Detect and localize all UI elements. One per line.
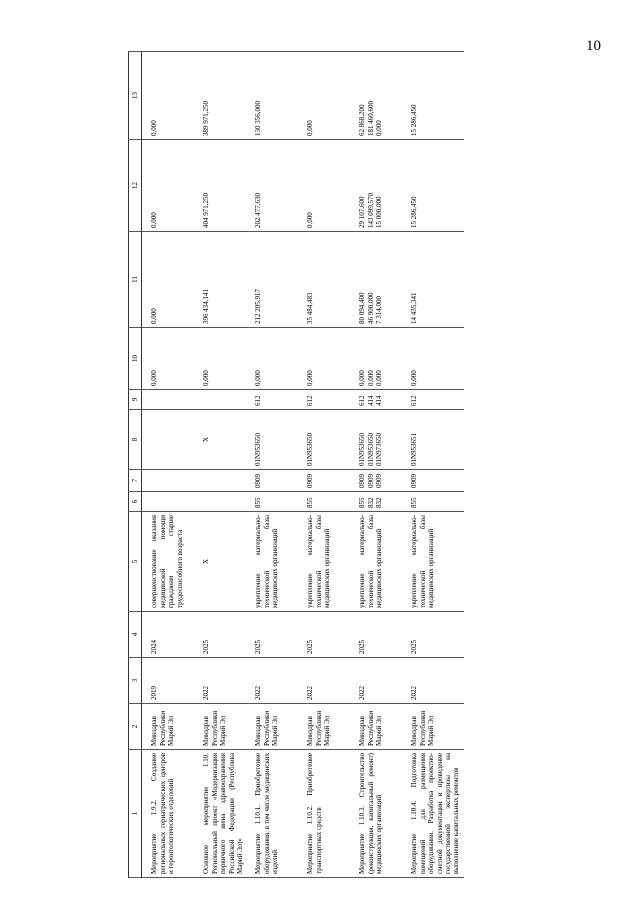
cell-target-article [303, 410, 355, 470]
cell-activity: Мероприятие 1.10.3. Строительство (реконструкция, капитальный ремонт) медицинских организаций [355, 750, 407, 878]
cell-line: 7 314,000 [375, 296, 384, 324]
cell-line: 29 107,600 [358, 196, 367, 228]
cell-grbs [142, 492, 200, 512]
cell-line: 15 286,450 [410, 104, 419, 136]
col-header-1: 1 [129, 750, 142, 878]
cell-result: укрепление материально-технической базы медицинских организаций [407, 512, 463, 612]
cell-amount-2023 [199, 232, 251, 328]
cell-line: 62 868,200 [358, 104, 367, 136]
cell-amount-2023 [251, 232, 303, 328]
cell-line: 01N953650 [306, 432, 315, 466]
cell-line: 414 [375, 395, 384, 406]
cell-line: 0,000 [375, 120, 384, 136]
cell-line: 0,000 [202, 370, 211, 386]
cell-line: X [202, 436, 211, 443]
cell-line: 01N953650 [366, 432, 375, 466]
cell-line: 855 [410, 497, 419, 508]
cell-line: 0,000 [366, 370, 375, 386]
cell-amount-2025 [199, 52, 251, 140]
col-header-9: 9 [129, 390, 142, 410]
table-row [303, 52, 355, 878]
cell-start-year: 2022 [199, 658, 251, 704]
cell-amount-2024 [251, 140, 303, 232]
col-header-5: 5 [129, 512, 142, 612]
cell-amount-2019 [355, 328, 407, 390]
cell-target-article [199, 410, 251, 470]
cell-section [407, 470, 463, 492]
table-row [355, 52, 407, 878]
budget-table [128, 51, 464, 878]
cell-result: укрепление материально-технической базы медицинских организаций [355, 512, 407, 612]
cell-line: 855 [358, 497, 367, 508]
col-header-10: 10 [129, 328, 142, 390]
cell-amount-2025 [407, 52, 463, 140]
col-header-2: 2 [129, 704, 142, 750]
cell-line: 202 477,630 [254, 193, 263, 228]
cell-line: 01N953651 [410, 432, 419, 466]
cell-executor: Минздрав Республики Марий Эл [407, 704, 463, 750]
cell-section [142, 470, 200, 492]
cell-result: совершенствование оказания медицинской помощи гражданам старше трудоспособного возраста [142, 512, 200, 612]
cell-activity: Мероприятие 1.10.2. Приобретение транспортных средств [303, 750, 355, 878]
cell-end-year: 2025 [355, 612, 407, 658]
cell-line: 0,000 [410, 370, 419, 386]
cell-result: укрепление материально-технической базы медицинских организаций [251, 512, 303, 612]
cell-line: 855 [306, 497, 315, 508]
cell-start-year: 2019 [142, 658, 200, 704]
cell-result: укрепление материально-технической базы медицинских организаций [303, 512, 355, 612]
cell-target-article [251, 410, 303, 470]
cell-line: 46 900,000 [366, 292, 375, 324]
cell-section [251, 470, 303, 492]
cell-target-article [407, 410, 463, 470]
cell-amount-2019 [142, 328, 200, 390]
cell-section [199, 470, 251, 492]
cell-start-year: 2022 [407, 658, 463, 704]
cell-line: 01N953650 [358, 432, 367, 466]
col-header-4: 4 [129, 612, 142, 658]
cell-section [355, 470, 407, 492]
cell-line: 01N973650 [375, 432, 384, 466]
cell-line: 212 205,917 [254, 289, 263, 324]
cell-start-year: 2022 [303, 658, 355, 704]
cell-line: 396 434,141 [202, 289, 211, 324]
cell-line: 0909 [254, 474, 263, 488]
cell-activity: Мероприятие 1.10.1. Приобретение оборудования, в том числе медицинских изделий [251, 750, 303, 878]
col-header-3: 3 [129, 658, 142, 704]
table-row [142, 52, 200, 878]
cell-line: 0,000 [254, 370, 263, 386]
cell-amount-2023 [142, 232, 200, 328]
cell-line: 612 [254, 395, 263, 406]
cell-line: 0,000 [306, 212, 315, 228]
cell-line: 0,000 [150, 120, 159, 136]
cell-grbs [355, 492, 407, 512]
cell-amount-2019 [407, 328, 463, 390]
cell-line: 0,000 [150, 212, 159, 228]
cell-end-year: 2025 [407, 612, 463, 658]
table-row [407, 52, 463, 878]
cell-amount-2023 [407, 232, 463, 328]
cell-expense-type [407, 390, 463, 410]
cell-amount-2024 [407, 140, 463, 232]
cell-line: 0909 [375, 474, 384, 488]
cell-line: 855 [254, 497, 263, 508]
col-header-13: 13 [129, 52, 142, 140]
cell-section [303, 470, 355, 492]
cell-expense-type [355, 390, 407, 410]
header-row [129, 52, 142, 878]
cell-amount-2025 [355, 52, 407, 140]
cell-line: 15 000,000 [375, 196, 384, 228]
col-header-11: 11 [129, 232, 142, 328]
cell-amount-2024 [355, 140, 407, 232]
cell-expense-type [251, 390, 303, 410]
table-row [251, 52, 303, 878]
cell-line: 404 971,250 [202, 193, 211, 228]
cell-line: 181 460,600 [366, 101, 375, 136]
cell-grbs [407, 492, 463, 512]
cell-amount-2025 [303, 52, 355, 140]
cell-amount-2025 [251, 52, 303, 140]
cell-line: 612 [410, 395, 419, 406]
cell-grbs [251, 492, 303, 512]
cell-line: 612 [358, 395, 367, 406]
cell-executor: Минздрав Республики Марий Эл [199, 704, 251, 750]
cell-amount-2024 [303, 140, 355, 232]
cell-line: 832 [366, 497, 375, 508]
cell-line: 0909 [306, 474, 315, 488]
cell-line: 0,000 [306, 370, 315, 386]
cell-start-year: 2022 [251, 658, 303, 704]
cell-amount-2023 [303, 232, 355, 328]
table-row [199, 52, 251, 878]
cell-line: 0,000 [150, 370, 159, 386]
cell-line: 414 [366, 395, 375, 406]
cell-line: 0,000 [150, 308, 159, 324]
cell-amount-2019 [199, 328, 251, 390]
cell-line: 0909 [366, 474, 375, 488]
cell-line: 143 099,570 [366, 193, 375, 228]
cell-activity: Мероприятие 1.9.2. Создание региональных гериатрических центров и геронтологических отделений [142, 750, 200, 878]
cell-end-year: 2025 [303, 612, 355, 658]
cell-line: 14 435,341 [410, 292, 419, 324]
cell-line: 80 094,400 [358, 292, 367, 324]
cell-executor: Минздрав Республики Марий Эл [303, 704, 355, 750]
table-wrapper [128, 52, 600, 878]
cell-executor: Минздрав Республики Марий Эл [142, 704, 200, 750]
cell-activity: Мероприятие 1.10.4. Подготовка помещений для размещения оборудования. Разработка проектно-сметной документации и проведение государственной экспертизы на выполнение капитальных ремонтов [407, 750, 463, 878]
cell-expense-type [303, 390, 355, 410]
cell-expense-type [199, 390, 251, 410]
cell-amount-2025 [142, 52, 200, 140]
cell-expense-type [142, 390, 200, 410]
cell-result: X [199, 512, 251, 612]
cell-line: 0909 [410, 474, 419, 488]
cell-amount-2019 [251, 328, 303, 390]
cell-start-year: 2022 [355, 658, 407, 704]
cell-line: 612 [306, 395, 315, 406]
cell-target-article [355, 410, 407, 470]
col-header-6: 6 [129, 492, 142, 512]
cell-line: 15 286,450 [410, 196, 419, 228]
cell-executor: Минздрав Республики Марий Эл [251, 704, 303, 750]
cell-line: 389 971,250 [202, 101, 211, 136]
cell-end-year: 2024 [142, 612, 200, 658]
cell-amount-2024 [199, 140, 251, 232]
cell-line: 130 356,000 [254, 101, 263, 136]
cell-line: 0909 [358, 474, 367, 488]
cell-amount-2024 [142, 140, 200, 232]
cell-target-article [142, 410, 200, 470]
page-number: 10 [586, 38, 601, 54]
cell-line: 0,000 [306, 120, 315, 136]
cell-grbs [303, 492, 355, 512]
cell-activity: Основное мероприятие 1.10. Региональный проект «Модернизация первичного звена здравоохранения Российской Федерации (Республика Марий Эл)» [199, 750, 251, 878]
cell-end-year: 2025 [251, 612, 303, 658]
cell-line: 832 [375, 497, 384, 508]
cell-line: 0,000 [358, 370, 367, 386]
cell-line: 35 484,483 [306, 292, 315, 324]
cell-end-year: 2025 [199, 612, 251, 658]
table-body [142, 52, 464, 878]
cell-grbs [199, 492, 251, 512]
col-header-12: 12 [129, 140, 142, 232]
cell-amount-2019 [303, 328, 355, 390]
col-header-7: 7 [129, 470, 142, 492]
col-header-8: 8 [129, 410, 142, 470]
rotated-table-container [128, 52, 600, 878]
cell-amount-2023 [355, 232, 407, 328]
cell-line: 01N953650 [254, 432, 263, 466]
cell-executor: Минздрав Республики Марий Эл [355, 704, 407, 750]
cell-line: 0,000 [375, 370, 384, 386]
